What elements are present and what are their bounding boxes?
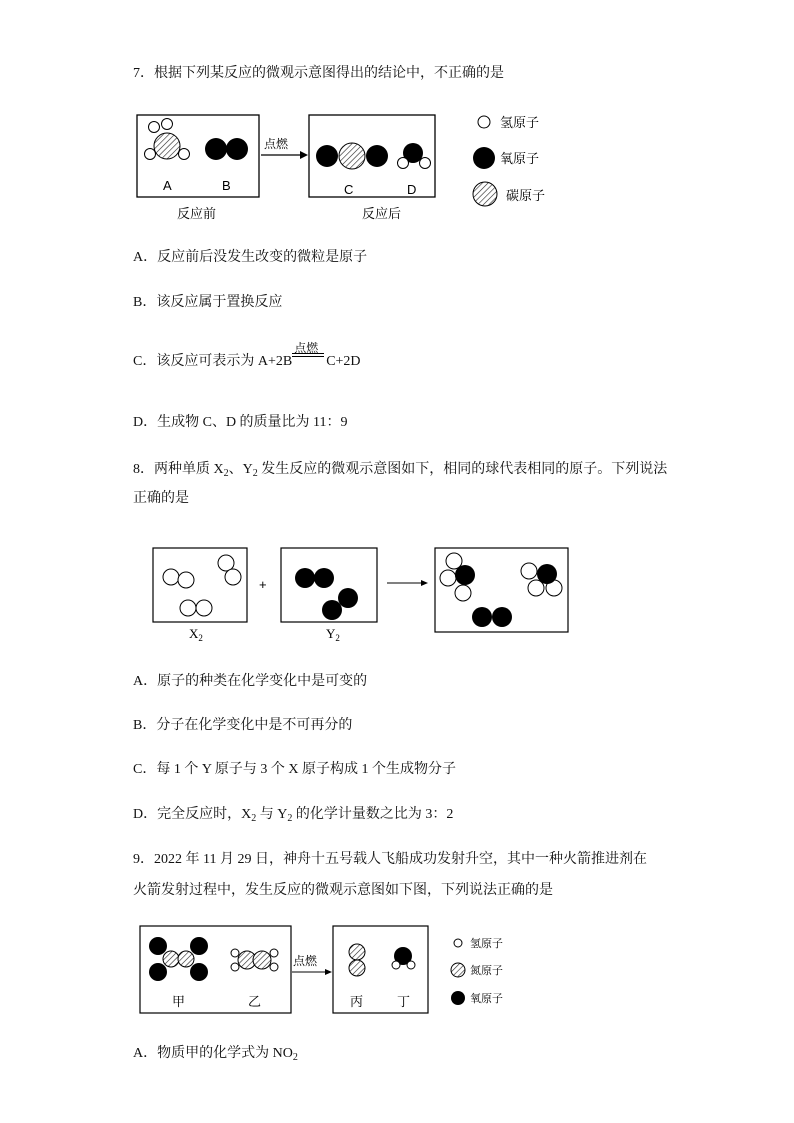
q9-stem-line1: 9．2022 年 11 月 29 日，神舟十五号载人飞船成功发射升空，其中一种火箭推进剂在 [133, 852, 647, 867]
q7-label-B: B [222, 178, 231, 193]
q7-A-hydrogen-atom [162, 119, 173, 130]
q7-arrow-head [300, 151, 308, 159]
q7-arrow-label: 点燃 [264, 137, 289, 151]
q8-x-atom [218, 555, 234, 571]
q9-yi-hydrogen-atom [270, 949, 278, 957]
q8-x2-label: $X_2$ [189, 626, 203, 643]
q7-label-C: C [344, 182, 354, 197]
q8-x-atom [178, 572, 194, 588]
legend-hydrogen-icon [478, 116, 490, 128]
q9-jia-oxygen-atom [190, 963, 208, 981]
q7-B-oxygen-atom [205, 138, 227, 160]
q8-option-B: B．分子在化学变化中是不可再分的 [133, 718, 353, 733]
q8-x-atom [455, 585, 471, 601]
q9-yi-hydrogen-atom [231, 963, 239, 971]
q9-label-yi: 乙 [248, 995, 262, 1010]
q8-x-atom [225, 569, 241, 585]
q9-legend-oxygen: 氧原子 [470, 992, 503, 1005]
q7-legend-carbon: 碳原子 [506, 189, 546, 204]
q8-x-atom [440, 570, 456, 586]
q8-diagram [150, 545, 580, 645]
q9-jia-oxygen-atom [149, 963, 167, 981]
q8-arrow-head [421, 580, 428, 586]
q8-option-C: C．每 1 个 Y 原子与 3 个 X 原子构成 1 个生成物分子 [133, 762, 457, 777]
q9-product-box [333, 926, 428, 1013]
q9-label-ding: 丁 [397, 995, 411, 1010]
q8-y-atom [455, 565, 475, 585]
q7-A-hydrogen-atom [149, 122, 160, 133]
q9-ding-hydrogen-atom [407, 961, 415, 969]
q7-option-D: D．生成物 C、D 的质量比为 11：9 [133, 415, 348, 430]
q9-jia-oxygen-atom [190, 937, 208, 955]
q8-stem-line1: 8．两种单质 $X_2$、$Y_2$ 发生反应的微观示意图如下，相同的球代表相同的原子。下列说法 [133, 462, 668, 479]
q8-plus-sign: + [259, 577, 267, 592]
q7-option-C-cond-text: 点燃 [294, 341, 319, 355]
q8-stem-line2: 正确的是 [133, 491, 189, 506]
q9-legend-hydrogen: 氢原子 [470, 937, 503, 950]
q7-A-carbon-atom [154, 133, 180, 159]
q9-arrow-head [325, 969, 332, 975]
q7-B-oxygen-atom [226, 138, 248, 160]
q7-label-D: D [407, 182, 417, 197]
legend-carbon-icon [473, 182, 497, 206]
legend-oxygen-icon [451, 991, 465, 1005]
legend-oxygen-icon [473, 147, 495, 169]
q7-diagram [130, 105, 570, 225]
q8-option-D: D．完全反应时，$X_2$ 与 $Y_2$ 的化学计量数之比为 3：2 [133, 807, 454, 824]
q9-arrow-label: 点燃 [293, 954, 318, 968]
q7-A-hydrogen-atom [145, 149, 156, 160]
q9-jia-nitrogen-atom [178, 951, 194, 967]
q9-ding-hydrogen-atom [392, 961, 400, 969]
q9-legend-nitrogen: 氮原子 [470, 964, 503, 977]
q7-D-hydrogen-atom [420, 158, 431, 169]
q8-x-atom [180, 600, 196, 616]
q7-D-hydrogen-atom [398, 158, 409, 169]
q9-option-A: A．物质甲的化学式为 $NO_2$ [133, 1046, 298, 1063]
q7-option-C [133, 341, 361, 372]
q9-jia-oxygen-atom [149, 937, 167, 955]
q8-y-atom [537, 564, 557, 584]
q8-x-atom [163, 569, 179, 585]
q9-stem-line2: 火箭发射过程中，发生反应的微观示意图如下图，下列说法正确的是 [133, 883, 553, 898]
q8-option-A: A．原子的种类在化学变化中是可变的 [133, 674, 368, 689]
q8-y-atom [314, 568, 334, 588]
q7-option-C-condition [292, 341, 326, 372]
q9-yi-hydrogen-atom [231, 949, 239, 957]
q9-yi-nitrogen-atom [253, 951, 271, 969]
q7-C-oxygen-atom [366, 145, 388, 167]
q7-option-A: A．反应前后没发生改变的微粒是原子 [133, 250, 368, 265]
q7-stem: 7．根据下列某反应的微观示意图得出的结论中，不正确的是 [133, 66, 504, 81]
q8-y-atom [472, 607, 492, 627]
q8-y-atom [338, 588, 358, 608]
q8-y-atom [322, 600, 342, 620]
q7-legend-hydrogen: 氢原子 [500, 116, 540, 131]
legend-nitrogen-icon [451, 963, 465, 977]
q8-x-atom [521, 563, 537, 579]
q7-legend-oxygen: 氧原子 [500, 152, 540, 167]
q7-option-C-suffix: C+2D [326, 354, 361, 369]
q7-label-A: A [163, 178, 172, 193]
q7-C-oxygen-atom [316, 145, 338, 167]
q9-yi-hydrogen-atom [270, 963, 278, 971]
q9-bing-nitrogen-atom [349, 944, 365, 960]
q8-y-atom [492, 607, 512, 627]
q9-diagram [135, 920, 535, 1020]
q7-after-caption: 反应后 [362, 207, 402, 222]
q9-jia-nitrogen-atom [163, 951, 179, 967]
q8-y-atom [295, 568, 315, 588]
q7-A-hydrogen-atom [179, 149, 190, 160]
q8-y2-label: $Y_2$ [326, 626, 340, 643]
q9-label-bing: 丙 [350, 995, 364, 1010]
q8-x-atom [196, 600, 212, 616]
q7-option-B: B．该反应属于置换反应 [133, 295, 283, 310]
q7-C-carbon-atom [339, 143, 365, 169]
q7-option-C-prefix: C．该反应可表示为 A+2B [133, 354, 293, 369]
q7-before-caption: 反应前 [177, 207, 217, 222]
q9-bing-nitrogen-atom [349, 960, 365, 976]
legend-hydrogen-icon [454, 939, 462, 947]
q9-label-jia: 甲 [172, 995, 186, 1010]
